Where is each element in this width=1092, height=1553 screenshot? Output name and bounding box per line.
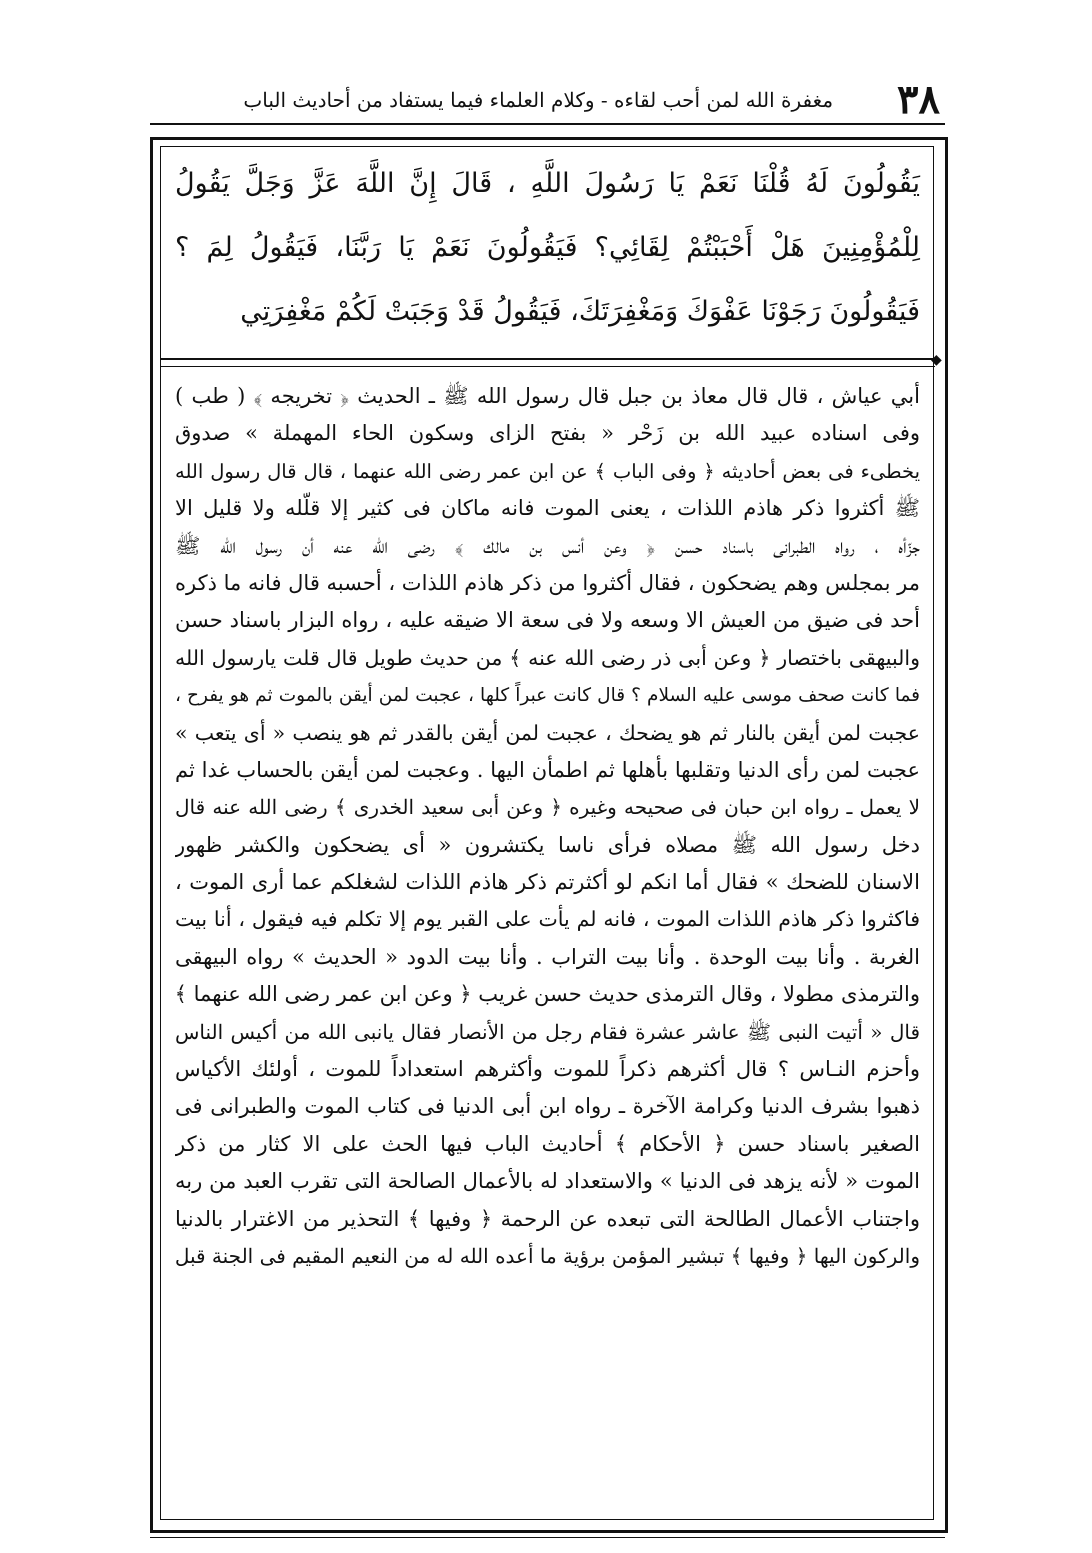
- commentary-line: أبي عياش ، قال قال معاذ بن جبل قال رسول الله ﷺ ـ الحديث ﴿ تخريجه ﴾ ( طب ): [175, 384, 920, 408]
- commentary-line: الغربة . وأنا بيت الوحدة . وأنا بيت التراب . وأنا بيت الدود « الحديث » رواه البيهقى: [175, 944, 920, 969]
- commentary-line: الصغير باسناد حسن ﴿ الأحكام ﴾ أحاديث الباب فيها الحث على الا كثار من ذكر: [175, 1131, 920, 1156]
- commentary-line: الموت « لأنه يزهد فى الدنيا » والاستعداد له بالأعمال الصالحة التى تقرب العبد من ربه: [175, 1169, 920, 1194]
- commentary-line: مر بمجلس وهم يضحكون ، فقال أكثروا من ذكر هاذم اللذات ، أحسبه قال فانه ما ذكره: [175, 570, 920, 595]
- running-header: [150, 78, 940, 122]
- commentary-line: أحد فى ضيق من العيش الا وسعه ولا فى سعة الا ضيقه عليه ، رواه البزار باسناد حسن: [175, 608, 920, 633]
- commentary-line: ﷺ أكثروا ذكر هاذم اللذات ، يعنى الموت فانه ماكان فى كثير إلا قلّله ولا قليل الا: [175, 496, 920, 521]
- commentary-line: وأحزم النـاس ؟ قال أكثرهم ذكراً للموت وأكثرهم استعداداً للموت ، أولئك الأكياس: [175, 1057, 920, 1082]
- commentary-line: عجبت لمن أيقن بالنار ثم هو يضحك ، عجبت لمن أيقن بالقدر ثم هو ينصب « أى يتعب »: [175, 720, 920, 745]
- commentary-line: واجتناب الأعمال الطالحة التى تبعده عن الرحمة ﴿ وفيها ﴾ التحذير من الاغترار بالدنيا: [175, 1206, 920, 1231]
- footer-rule: [150, 1537, 945, 1538]
- commentary-line: الاسنان للضحك » فقال أما انكم لو أكثرتم ذكر هاذم اللذات لشغلكم عما أرى الموت ،: [175, 870, 920, 895]
- commentary-line: يخطىء فى بعض أحاديثه ﴿ وفى الباب ﴾ عن ابن عمر رضى الله عنهما ، قال قال رسول الله: [175, 459, 920, 483]
- commentary-line: قال « أتيت النبى ﷺ عاشر عشرة فقام رجل من الأنصار فقال يانبى الله من أكيس الناس: [175, 1019, 920, 1044]
- footer-rule: [150, 1532, 945, 1533]
- hadith-text: يَقُولُونَ لَهُ قُلْنَا نَعَمْ يَا رَسُولَ اللَّهِ ، قَالَ إِنَّ اللَّهَ عَزَّ وَجَلَّ يَقُولُ لِلْمُؤْمِنِينَ هَلْ أَحْبَبْتُمْ لِقَائِي؟ فَيَقُولُونَ نَعَمْ يَا رَبَّنَا، فَيَقُولُ لِمَ ؟ فَيَقُولُونَ رَجَوْنَا عَفْوَكَ وَمَغْفِرَتَكَ، فَيَقُولُ قَدْ وَجَبَتْ لَكُمْ مَغْفِرَتِي: [175, 168, 920, 327]
- commentary-line: لا يعمل ـ رواه ابن حبان فى صحيحه وغيره ﴿ وعن أبى سعيد الخدرى ﴾ رضى الله عنه قال: [175, 795, 920, 820]
- running-title: مغفرة الله لمن أحب لقاءه - وكلام العلماء فيما يستفاد من أحاديث الباب: [243, 88, 834, 112]
- commentary-line: دخل رسول الله ﷺ مصلاه فرأى ناسا يكتشرون « أى يضحكون والكشر ظهور: [175, 832, 920, 857]
- commentary-line: وفى اسناده عبيد الله بن زَحْر « بفتح الزاى وسكون الحاء المهملة » صدوق: [175, 421, 920, 446]
- commentary-line: والترمذى مطولا ، وقال الترمذى حديث حسن غريب ﴿ وعن ابن عمر رضى الله عنهما ﴾: [175, 982, 920, 1007]
- commentary-line: والبيهقى باختصار ﴿ وعن أبى ذر رضى الله عنه ﴾ من حديث طويل قال قلت يارسول الله: [175, 645, 920, 670]
- commentary-line: جزّأه ، رواه الطبرانى باسناد حسن ﴿ وعن أنس بن مالك ﴾ رضى الله عنه أن رسول الله ﷺ: [175, 533, 920, 558]
- page-number: ٣٨: [897, 76, 940, 123]
- section-separator: [160, 358, 935, 367]
- commentary-block: [175, 378, 920, 1513]
- header-rule: [150, 123, 945, 125]
- separator-ornament-icon: ◆: [931, 352, 942, 368]
- commentary-line: والركون اليها ﴿ وفيها ﴾ تبشير المؤمن برؤية ما أعده الله له من النعيم المقيم فى الجنة قبل: [175, 1243, 920, 1268]
- commentary-line: فاكثروا ذكر هاذم اللذات الموت ، فانه لم يأت على القبر يوم إلا تكلم فيه فيقول ، أنا بيت: [175, 907, 920, 932]
- commentary-line: فما كانت صحف موسى عليه السلام ؟ قال كانت عبراً كلها ، عجبت لمن أيقن بالموت ثم هو يفرح ،: [175, 685, 920, 707]
- commentary-line: ذهبوا بشرف الدنيا وكرامة الآخرة ـ رواه ابن أبى الدنيا فى كتاب الموت والطبرانى فى: [175, 1094, 920, 1119]
- commentary-line: عجبت لمن رأى الدنيا وتقلبها بأهلها ثم اطمأن اليها . وعجبت لمن أيقن بالحساب غدا ثم: [175, 757, 920, 782]
